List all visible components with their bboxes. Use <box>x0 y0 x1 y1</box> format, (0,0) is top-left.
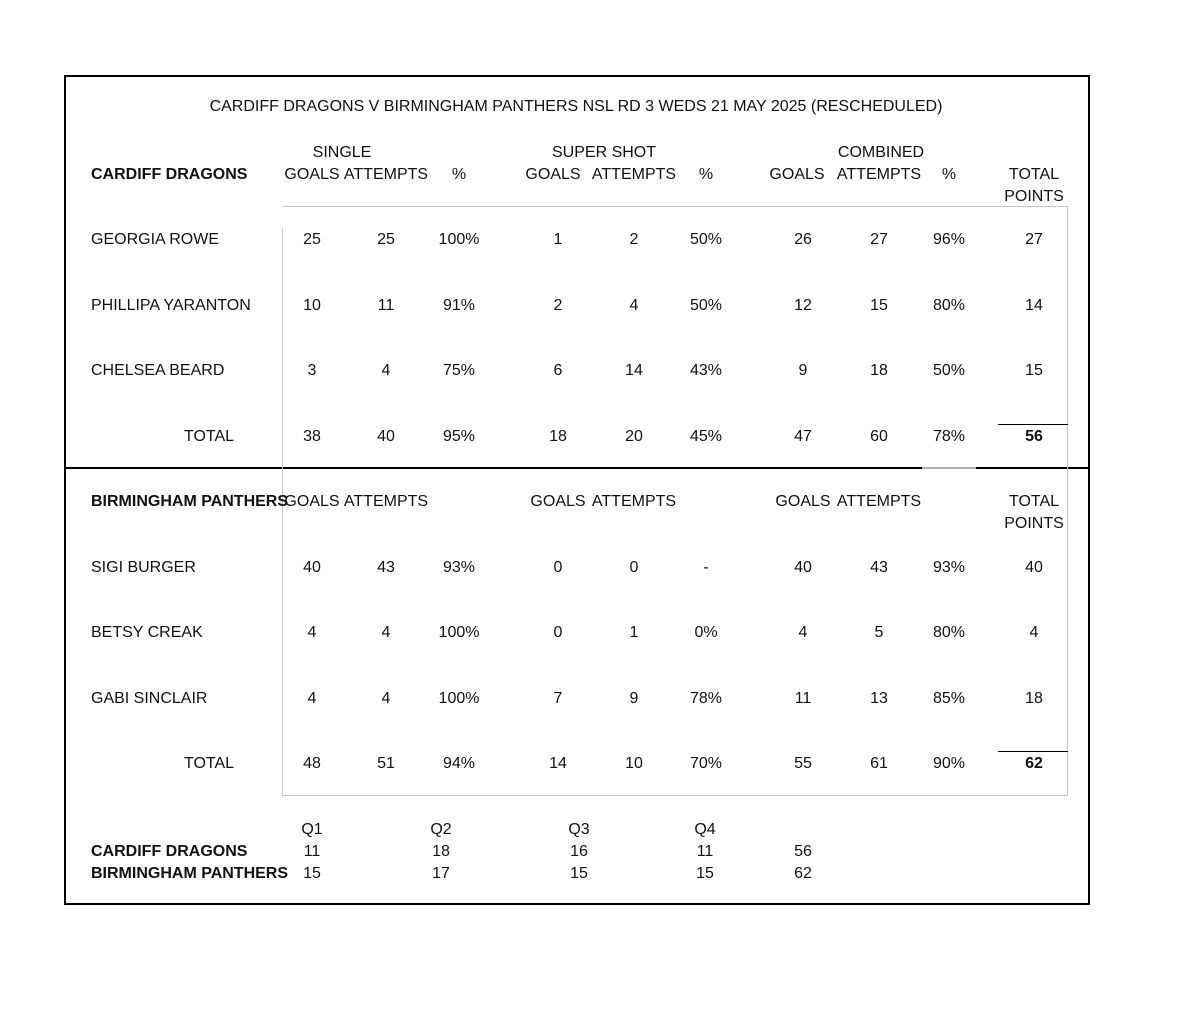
total-cell: 90% <box>932 755 966 772</box>
stat-cell: 15 <box>870 297 888 314</box>
quarter-label: Q4 <box>694 821 716 838</box>
stat-cell: 50% <box>689 297 723 314</box>
quarter-label: Q3 <box>568 821 590 838</box>
stat-cell: 14 <box>1025 297 1043 314</box>
total-label: TOTAL <box>183 755 235 772</box>
stat-cell: 25 <box>303 231 321 248</box>
header-goals: GOALS <box>775 493 831 510</box>
header-goals: GOALS <box>284 493 340 510</box>
stat-cell: 43 <box>870 559 888 576</box>
total-cell: 94% <box>442 755 476 772</box>
stat-cell: 9 <box>798 362 808 379</box>
stat-cell: 85% <box>932 690 966 707</box>
stat-cell: 78% <box>689 690 723 707</box>
header-attempts: ATTEMPTS <box>591 166 677 183</box>
total-cell: 60 <box>870 428 888 445</box>
total-cell: 78% <box>932 428 966 445</box>
header-goals: GOALS <box>525 166 581 183</box>
total-cell: 47 <box>794 428 812 445</box>
stat-cell: 40 <box>1025 559 1043 576</box>
stat-cell: 4 <box>1029 624 1039 641</box>
header-goals: GOALS <box>769 166 825 183</box>
header-attempts: ATTEMPTS <box>836 493 922 510</box>
total-cell: 18 <box>549 428 567 445</box>
quarter-score: 15 <box>570 865 588 882</box>
stat-cell: 4 <box>381 624 391 641</box>
stat-cell: 13 <box>870 690 888 707</box>
stat-cell: 100% <box>438 231 480 248</box>
stat-cell: 80% <box>932 624 966 641</box>
quarter-score: 11 <box>696 843 714 860</box>
stat-cell: 1 <box>553 231 563 248</box>
quarter-final-score: 56 <box>794 843 812 860</box>
stat-cell: 43 <box>377 559 395 576</box>
stat-cell: 40 <box>303 559 321 576</box>
total-points: 62 <box>1025 755 1043 772</box>
stat-cell: 26 <box>794 231 812 248</box>
header-goals: GOALS <box>284 166 340 183</box>
team-name-birmingham: BIRMINGHAM PANTHERS <box>91 493 289 510</box>
quarter-label: Q1 <box>301 821 323 838</box>
stat-cell: 4 <box>798 624 808 641</box>
stat-cell: 50% <box>932 362 966 379</box>
page-title: CARDIFF DRAGONS V BIRMINGHAM PANTHERS NSL RD 3 WEDS 21 MAY 2025 (RESCHEDULED) <box>209 98 943 115</box>
quarter-score: 18 <box>432 843 450 860</box>
scoresheet-frame <box>64 75 1090 905</box>
stat-cell: 27 <box>870 231 888 248</box>
stat-cell: 75% <box>442 362 476 379</box>
header-total: TOTAL <box>1008 493 1060 510</box>
stat-cell: 0 <box>629 559 639 576</box>
stat-cell: 91% <box>442 297 476 314</box>
birmingham-total-underline <box>998 751 1068 752</box>
stat-cell: 93% <box>932 559 966 576</box>
stat-cell: 10 <box>303 297 321 314</box>
stat-cell: 4 <box>381 362 391 379</box>
player-name: CHELSEA BEARD <box>91 362 225 379</box>
stat-cell: 15 <box>1025 362 1043 379</box>
total-cell: 38 <box>303 428 321 445</box>
total-cell: 10 <box>625 755 643 772</box>
stat-cell: 12 <box>794 297 812 314</box>
cardiff-total-underline <box>998 424 1068 425</box>
stat-cell: 4 <box>629 297 639 314</box>
stat-cell: 6 <box>553 362 563 379</box>
grid-mid-line <box>922 467 976 469</box>
quarter-team-birmingham: BIRMINGHAM PANTHERS <box>91 865 289 882</box>
total-cell: 48 <box>303 755 321 772</box>
stat-cell: 5 <box>874 624 884 641</box>
total-cell: 14 <box>549 755 567 772</box>
stat-cell: 18 <box>1025 690 1043 707</box>
player-name: SIGI BURGER <box>91 559 196 576</box>
quarter-score: 17 <box>432 865 450 882</box>
header-points: POINTS <box>1004 188 1064 205</box>
stat-cell: 50% <box>689 231 723 248</box>
player-name: GABI SINCLAIR <box>91 690 208 707</box>
header-total: TOTAL <box>1008 166 1060 183</box>
total-cell: 61 <box>870 755 888 772</box>
stat-cell: 100% <box>438 624 480 641</box>
quarter-score: 11 <box>303 843 321 860</box>
total-cell: 70% <box>689 755 723 772</box>
header-attempts: ATTEMPTS <box>591 493 677 510</box>
stat-cell: 0 <box>553 624 563 641</box>
total-cell: 95% <box>442 428 476 445</box>
quarter-score: 15 <box>696 865 714 882</box>
total-cell: 40 <box>377 428 395 445</box>
header-pct: % <box>941 166 957 183</box>
total-cell: 55 <box>794 755 812 772</box>
header-attempts: ATTEMPTS <box>343 166 429 183</box>
grid-right-line <box>1067 206 1068 796</box>
stat-cell: 96% <box>932 231 966 248</box>
quarter-team-cardiff: CARDIFF DRAGONS <box>91 843 248 860</box>
header-goals: GOALS <box>530 493 586 510</box>
stat-cell: 3 <box>307 362 317 379</box>
grid-left-line <box>282 228 283 796</box>
header-super-shot: SUPER SHOT <box>551 144 657 161</box>
stat-cell: 18 <box>870 362 888 379</box>
total-cell: 20 <box>625 428 643 445</box>
stat-cell: - <box>703 559 709 576</box>
quarter-final-score: 62 <box>794 865 812 882</box>
total-points: 56 <box>1025 428 1043 445</box>
stat-cell: 4 <box>307 690 317 707</box>
stat-cell: 93% <box>442 559 476 576</box>
player-name: PHILLIPA YARANTON <box>91 297 251 314</box>
stat-cell: 0% <box>694 624 718 641</box>
stat-cell: 9 <box>629 690 639 707</box>
player-name: GEORGIA ROWE <box>91 231 220 248</box>
player-name: BETSY CREAK <box>91 624 203 641</box>
stat-cell: 2 <box>629 231 639 248</box>
stat-cell: 4 <box>381 690 391 707</box>
stat-cell: 2 <box>553 297 563 314</box>
header-points: POINTS <box>1004 515 1064 532</box>
header-pct: % <box>451 166 467 183</box>
stat-cell: 25 <box>377 231 395 248</box>
stat-cell: 7 <box>553 690 563 707</box>
grid-top-line <box>282 206 1068 207</box>
stat-cell: 11 <box>794 690 812 707</box>
total-cell: 51 <box>377 755 395 772</box>
header-attempts: ATTEMPTS <box>836 166 922 183</box>
stat-cell: 4 <box>307 624 317 641</box>
header-pct: % <box>698 166 714 183</box>
header-single: SINGLE <box>312 144 372 161</box>
header-attempts: ATTEMPTS <box>343 493 429 510</box>
quarter-score: 16 <box>570 843 588 860</box>
grid-bottom-line <box>282 795 1068 796</box>
stat-cell: 0 <box>553 559 563 576</box>
total-label: TOTAL <box>183 428 235 445</box>
stat-cell: 40 <box>794 559 812 576</box>
quarter-label: Q2 <box>430 821 452 838</box>
header-combined: COMBINED <box>837 144 925 161</box>
quarter-score: 15 <box>303 865 321 882</box>
stat-cell: 27 <box>1025 231 1043 248</box>
total-cell: 45% <box>689 428 723 445</box>
stat-cell: 11 <box>377 297 395 314</box>
stat-cell: 14 <box>625 362 643 379</box>
stat-cell: 1 <box>629 624 639 641</box>
stat-cell: 43% <box>689 362 723 379</box>
team-name-cardiff: CARDIFF DRAGONS <box>91 166 248 183</box>
stat-cell: 100% <box>438 690 480 707</box>
stat-cell: 80% <box>932 297 966 314</box>
